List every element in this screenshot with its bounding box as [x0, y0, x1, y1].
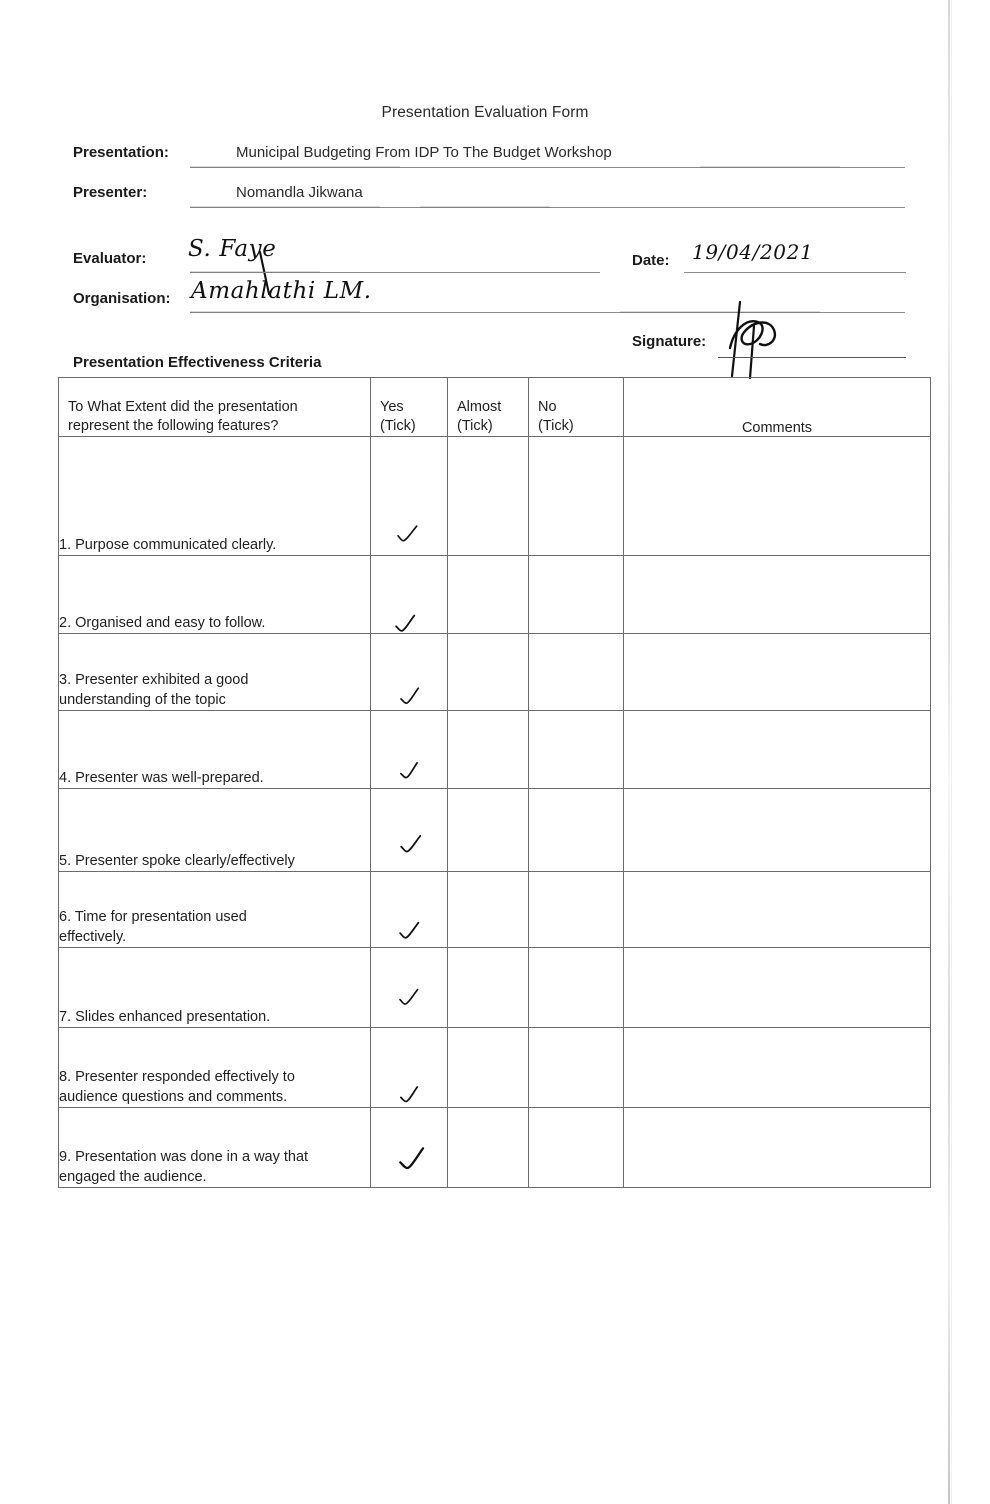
table-header-row — [59, 378, 931, 437]
table-row — [59, 789, 931, 872]
organisation-label: Organisation: — [73, 290, 171, 307]
criteria-line1: 3. Presenter exhibited a good — [59, 672, 249, 689]
criteria-table — [58, 377, 931, 1188]
criteria-text-1 — [59, 437, 371, 556]
comments-cell-4[interactable] — [624, 711, 931, 789]
criteria-line1: 6. Time for presentation used — [59, 909, 247, 926]
comments-cell-2[interactable] — [624, 556, 931, 634]
no-tick-cell-8[interactable] — [529, 1028, 624, 1108]
checkmark-icon — [396, 840, 423, 871]
scan-smudge — [190, 271, 320, 273]
yes-tick-cell-7[interactable] — [371, 948, 448, 1028]
checkmark-icon — [396, 917, 422, 947]
header-criteria — [59, 378, 371, 437]
comments-cell-9[interactable] — [624, 1108, 931, 1188]
yes-tick-cell-5[interactable] — [371, 789, 448, 872]
header-no-sublabel: (Tick) — [538, 417, 574, 434]
header-comments: Comments — [624, 378, 931, 437]
presenter-label: Presenter: — [73, 184, 148, 201]
checkmark-icon — [397, 998, 422, 1027]
no-tick-cell-4[interactable] — [529, 711, 624, 789]
almost-tick-cell-6[interactable] — [448, 872, 529, 948]
criteria-line2: effectively. — [59, 928, 127, 945]
header-yes-label: Yes — [380, 398, 404, 415]
comments-cell-3[interactable] — [624, 634, 931, 711]
checkmark-icon — [396, 525, 422, 555]
presentation-label: Presentation: — [73, 144, 169, 161]
section-heading: Presentation Effectiveness Criteria — [73, 354, 322, 371]
date-rule — [684, 272, 906, 273]
criteria-text-2 — [59, 556, 371, 634]
almost-tick-cell-1[interactable] — [448, 437, 529, 556]
criteria-text-5 — [59, 789, 371, 872]
table-row — [59, 1028, 931, 1108]
criteria-line1: 5. Presenter spoke clearly/effectively — [59, 852, 295, 869]
signature-rule — [718, 357, 906, 358]
yes-tick-cell-3[interactable] — [371, 634, 448, 711]
checkmark-icon — [397, 760, 421, 788]
almost-tick-cell-8[interactable] — [448, 1028, 529, 1108]
checkmark-icon — [397, 1079, 421, 1107]
presentation-value: Municipal Budgeting From IDP To The Budget Workshop — [236, 144, 612, 161]
no-tick-cell-2[interactable] — [529, 556, 624, 634]
date-value-handwritten: 19/04/2021 — [692, 240, 814, 264]
comments-cell-8[interactable] — [624, 1028, 931, 1108]
header-almost-sublabel: (Tick) — [457, 417, 493, 434]
comments-cell-1[interactable] — [624, 437, 931, 556]
criteria-rows — [59, 437, 931, 1188]
no-tick-cell-6[interactable] — [529, 872, 624, 948]
scan-smudge — [190, 311, 360, 313]
table-row — [59, 634, 931, 711]
checkmark-icon — [393, 1150, 426, 1187]
criteria-text-4 — [59, 711, 371, 789]
criteria-line2: engaged the audience. — [59, 1168, 207, 1185]
comments-cell-5[interactable] — [624, 789, 931, 872]
almost-tick-cell-4[interactable] — [448, 711, 529, 789]
no-tick-cell-3[interactable] — [529, 634, 624, 711]
criteria-line1: 8. Presenter responded effectively to — [59, 1069, 295, 1086]
yes-tick-cell-1[interactable] — [371, 437, 448, 556]
criteria-line1: 1. Purpose communicated clearly. — [59, 536, 277, 553]
checkmark-icon — [396, 603, 422, 633]
scan-smudge — [420, 206, 550, 208]
criteria-line1: 7. Slides enhanced presentation. — [59, 1008, 271, 1025]
criteria-text-9 — [59, 1108, 371, 1188]
evaluator-value-handwritten: S. Faye — [188, 236, 277, 262]
table-row — [59, 711, 931, 789]
table-row — [59, 437, 931, 556]
almost-tick-cell-3[interactable] — [448, 634, 529, 711]
scan-smudge — [190, 166, 400, 168]
almost-tick-cell-9[interactable] — [448, 1108, 529, 1188]
criteria-text-8 — [59, 1028, 371, 1108]
table-row — [59, 948, 931, 1028]
criteria-text-6 — [59, 872, 371, 948]
presenter-value: Nomandla Jikwana — [236, 184, 363, 201]
scan-artifact-line-secondary — [951, 0, 952, 1504]
header-criteria-line1: To What Extent did the presentation — [68, 398, 298, 415]
header-no-label: No — [538, 398, 557, 415]
header-criteria-line2: represent the following features? — [68, 417, 279, 434]
comments-cell-7[interactable] — [624, 948, 931, 1028]
scan-smudge — [190, 206, 380, 208]
criteria-line2: audience questions and comments. — [59, 1088, 288, 1105]
almost-tick-cell-7[interactable] — [448, 948, 529, 1028]
comments-cell-6[interactable] — [624, 872, 931, 948]
yes-tick-cell-8[interactable] — [371, 1028, 448, 1108]
table-row — [59, 1108, 931, 1188]
header-almost — [448, 378, 529, 437]
signature-label: Signature: — [632, 333, 707, 350]
criteria-text-3 — [59, 634, 371, 711]
criteria-text-7 — [59, 948, 371, 1028]
table-row — [59, 872, 931, 948]
header-yes-sublabel: (Tick) — [380, 417, 416, 434]
checkmark-icon — [397, 681, 422, 710]
almost-tick-cell-5[interactable] — [448, 789, 529, 872]
date-label: Date: — [632, 252, 670, 269]
criteria-line1: 2. Organised and easy to follow. — [59, 614, 266, 631]
header-yes — [371, 378, 448, 437]
criteria-line2: understanding of the topic — [59, 691, 226, 708]
scan-smudge — [700, 166, 840, 168]
yes-tick-cell-2[interactable] — [371, 556, 448, 634]
evaluator-label: Evaluator: — [73, 250, 147, 267]
yes-tick-cell-6[interactable] — [371, 872, 448, 948]
no-tick-cell-7[interactable] — [529, 948, 624, 1028]
organisation-value-handwritten: Amahlathi LM. — [191, 278, 372, 304]
signature-mark — [716, 300, 826, 378]
table-row — [59, 556, 931, 634]
header-almost-label: Almost — [457, 398, 502, 415]
yes-tick-cell-4[interactable] — [371, 711, 448, 789]
criteria-line1: 4. Presenter was well-prepared. — [59, 769, 264, 786]
no-tick-cell-9[interactable] — [529, 1108, 624, 1188]
yes-tick-cell-9[interactable] — [371, 1108, 448, 1188]
almost-tick-cell-2[interactable] — [448, 556, 529, 634]
no-tick-cell-5[interactable] — [529, 789, 624, 872]
page-title: Presentation Evaluation Form — [381, 104, 589, 121]
criteria-line1: 9. Presentation was done in a way that — [59, 1149, 309, 1166]
no-tick-cell-1[interactable] — [529, 437, 624, 556]
header-no — [529, 378, 624, 437]
scan-artifact-line — [948, 0, 950, 1504]
